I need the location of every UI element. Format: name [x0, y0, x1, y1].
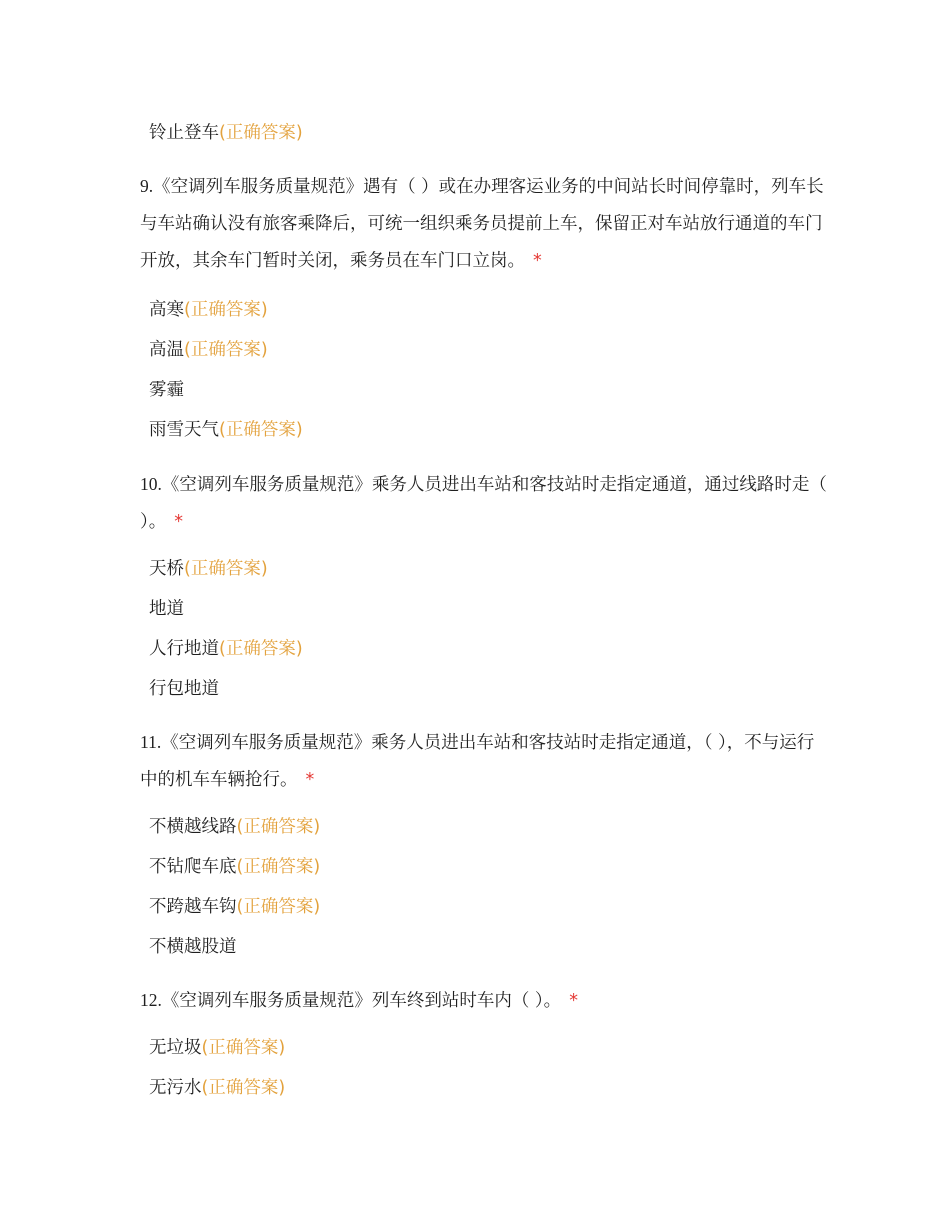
question-number: 10.	[140, 474, 162, 494]
correct-answer-marker: (正确答案)	[201, 1038, 286, 1058]
option-text: 高寒	[149, 300, 184, 320]
option-text: 高温	[149, 340, 184, 360]
option-q10-b	[149, 597, 184, 621]
option-q11-b	[149, 855, 320, 879]
option-text: 雨雪天气	[149, 420, 219, 440]
question-number: 9.	[140, 176, 154, 196]
question-12	[140, 982, 830, 1020]
option-q12-b	[149, 1076, 285, 1100]
correct-answer-marker: (正确答案)	[184, 340, 268, 360]
question-9	[140, 168, 830, 280]
option-text: 无污水	[149, 1078, 202, 1098]
correct-answer-marker: (正确答案)	[236, 897, 321, 917]
option-q9-c	[149, 378, 184, 402]
question-11	[140, 724, 830, 799]
option-text: 不钻爬车底	[149, 857, 237, 877]
question-10	[140, 466, 830, 541]
option-q11-c	[149, 895, 320, 919]
option-q10-a	[149, 557, 268, 581]
correct-answer-marker: (正确答案)	[236, 857, 321, 877]
option-q11-a	[149, 815, 320, 839]
question-text: 《空调列车服务质量规范》列车终到站时车内（ ）。	[161, 991, 562, 1011]
option-q10-d	[149, 677, 219, 701]
option-text: 不横越股道	[149, 937, 237, 957]
question-number: 12.	[140, 990, 162, 1010]
question-text: 《空调列车服务质量规范》乘务人员进出车站和客技站时走指定通道，通过线路时走（ ）。	[140, 475, 827, 532]
option-carryover	[149, 121, 303, 145]
option-text: 不横越线路	[149, 817, 237, 837]
correct-answer-marker: (正确答案)	[184, 559, 268, 579]
option-text: 不跨越车钩	[149, 897, 237, 917]
option-q9-d	[149, 418, 303, 442]
required-marker: *	[533, 251, 542, 271]
option-q9-b	[149, 338, 268, 362]
question-number: 11.	[140, 732, 162, 752]
option-q10-c	[149, 637, 303, 661]
correct-answer-marker: (正确答案)	[219, 123, 303, 143]
option-text: 人行地道	[149, 639, 219, 659]
required-marker: *	[174, 512, 183, 532]
option-text: 天桥	[149, 559, 184, 579]
option-text: 无垃圾	[149, 1038, 202, 1058]
question-text: 《空调列车服务质量规范》遇有（ ）或在办理客运业务的中间站长时间停靠时，列车长与车站确认没有旅客乘降后，可统一组织乘务员提前上车，保留正对车站放行通道的车门开放，其余车门暂时关闭，乘务员在车门口立岗。	[140, 177, 824, 271]
option-text: 雾霾	[149, 380, 184, 400]
option-q12-a	[149, 1036, 285, 1060]
question-text: 《空调列车服务质量规范》乘务人员进出车站和客技站时走指定通道，（ ），不与运行中的机车车辆抢行。	[140, 733, 815, 790]
correct-answer-marker: (正确答案)	[201, 1078, 286, 1098]
correct-answer-marker: (正确答案)	[219, 639, 303, 659]
correct-answer-marker: (正确答案)	[236, 817, 321, 837]
option-q11-d	[149, 935, 237, 959]
required-marker: *	[305, 770, 315, 790]
option-text: 地道	[149, 599, 184, 619]
required-marker: *	[569, 991, 578, 1011]
option-text: 行包地道	[149, 679, 219, 699]
correct-answer-marker: (正确答案)	[184, 300, 268, 320]
correct-answer-marker: (正确答案)	[219, 420, 303, 440]
option-text: 铃止登车	[149, 123, 219, 143]
option-q9-a	[149, 298, 268, 322]
